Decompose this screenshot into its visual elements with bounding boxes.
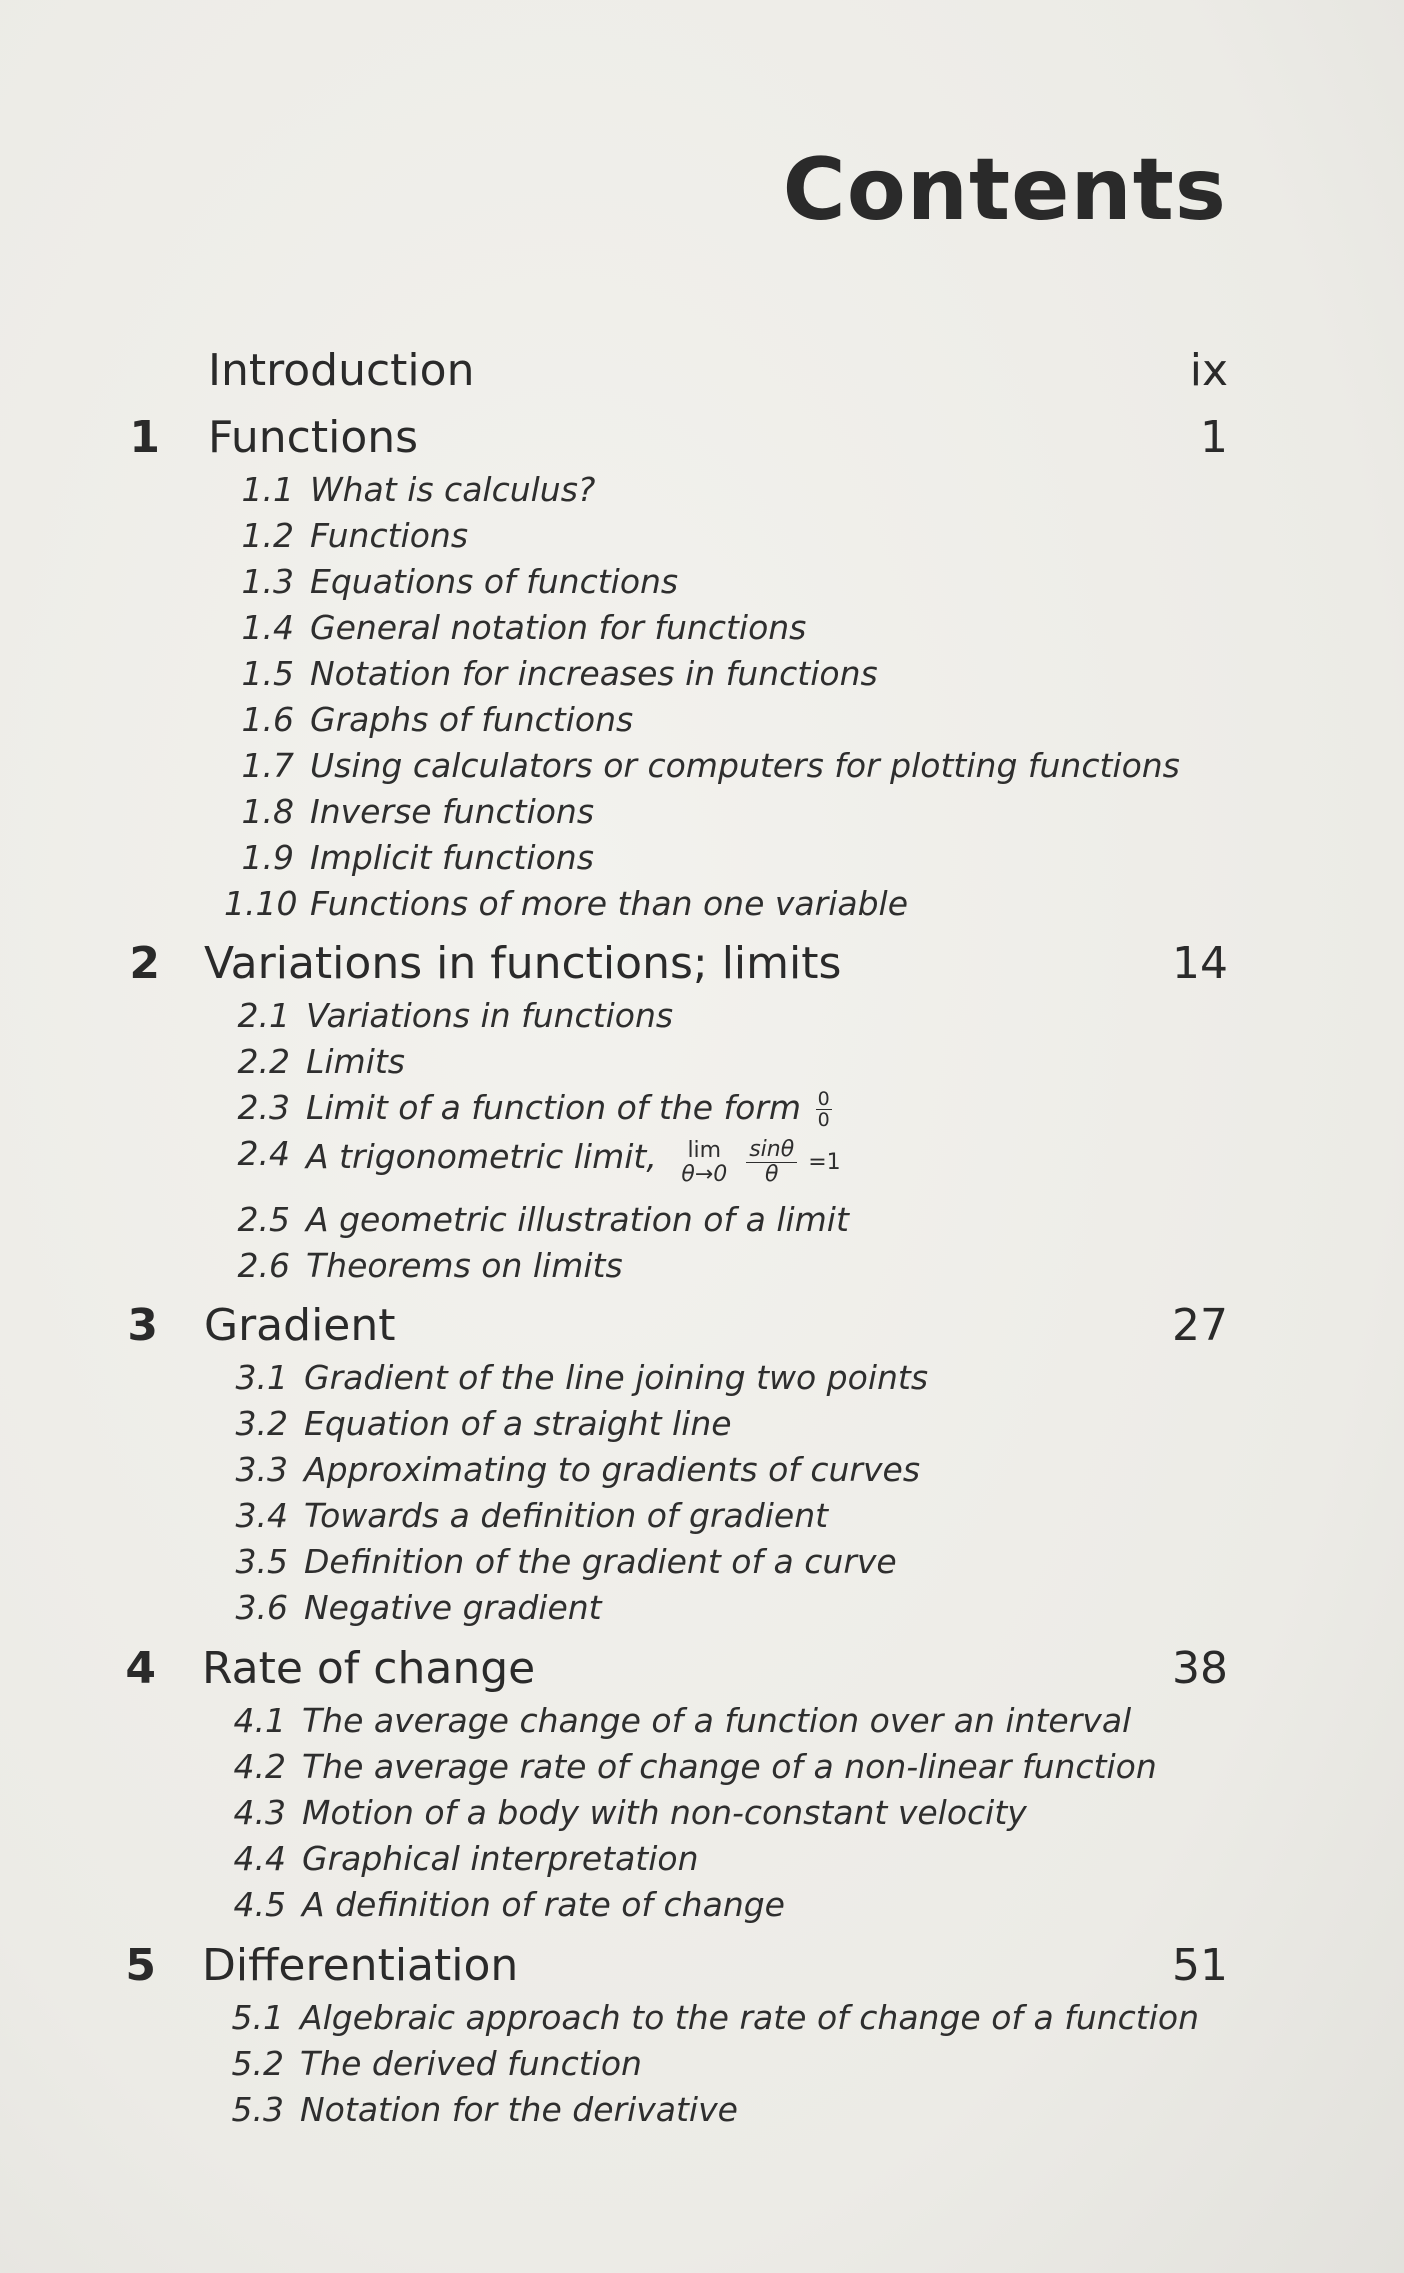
section-title: Notation for increases in functions (310, 654, 878, 693)
section-number: 4.2 (233, 1747, 286, 1786)
toc-section[interactable] (0, 1747, 1404, 1791)
section-number: 4.3 (233, 1793, 286, 1832)
toc-section[interactable] (0, 1358, 1404, 1402)
toc-section[interactable] (0, 1450, 1404, 1494)
section-title: A definition of rate of change (302, 1885, 785, 1924)
toc-section[interactable] (0, 746, 1404, 790)
section-number: 1.7 (241, 746, 294, 785)
toc-section[interactable] (0, 996, 1404, 1040)
section-title: Approximating to gradients of curves (304, 1450, 921, 1489)
fraction-numerator: 0 (817, 1088, 830, 1110)
limit-result: =1 (808, 1149, 841, 1175)
section-number: 1.2 (241, 516, 294, 555)
chapter-number: 5 (125, 1940, 156, 1991)
toc-section[interactable] (0, 884, 1404, 928)
toc-section[interactable] (0, 1885, 1404, 1929)
section-number: 1.3 (241, 562, 294, 601)
toc-section[interactable] (0, 838, 1404, 882)
section-number: 3.2 (235, 1404, 288, 1443)
section-title: Gradient of the line joining two points (304, 1358, 929, 1397)
section-title: Functions of more than one variable (310, 884, 909, 923)
section-number: 3.3 (235, 1450, 288, 1489)
section-number: 3.4 (235, 1496, 288, 1535)
limit-fraction (746, 1138, 797, 1187)
toc-section[interactable] (0, 1839, 1404, 1883)
toc-section[interactable] (0, 1134, 1404, 1187)
chapter-page: 14 (1172, 938, 1228, 989)
chapter-title: Functions (208, 412, 419, 463)
toc-chapter[interactable] (0, 1643, 1404, 1693)
toc-section[interactable] (0, 1088, 1404, 1132)
toc-chapter[interactable] (0, 1940, 1404, 1990)
toc-section[interactable] (0, 1496, 1404, 1540)
section-title: Equations of functions (310, 562, 679, 601)
section-number: 4.1 (233, 1701, 286, 1740)
chapter-page: 51 (1172, 1940, 1228, 1991)
chapter-page: 1 (1200, 412, 1228, 463)
chapter-number: 2 (129, 938, 160, 989)
section-title: Motion of a body with non-constant velocity (302, 1793, 1027, 1832)
toc-chapter[interactable] (0, 938, 1404, 988)
section-number: 4.4 (233, 1839, 286, 1878)
section-number: 2.1 (237, 996, 290, 1035)
toc-section[interactable] (0, 562, 1404, 606)
section-number: 2.2 (237, 1042, 290, 1081)
fraction-denominator: 0 (817, 1109, 830, 1131)
section-title: Functions (310, 516, 469, 555)
limit-label: lim (687, 1137, 722, 1163)
section-title: Inverse functions (310, 792, 595, 831)
toc-section[interactable] (0, 792, 1404, 836)
limit-expression (681, 1138, 840, 1187)
toc-section[interactable] (0, 2090, 1404, 2134)
section-title: A geometric illustration of a limit (306, 1200, 849, 1239)
section-number: 1.6 (241, 700, 294, 739)
limit-operator (681, 1139, 727, 1187)
section-title: Graphs of functions (310, 700, 634, 739)
toc-section[interactable] (0, 1701, 1404, 1745)
page-title: Contents (782, 140, 1227, 240)
toc-section[interactable] (0, 654, 1404, 698)
section-number: 2.4 (237, 1134, 290, 1173)
chapter-title: Variations in functions; limits (204, 938, 842, 989)
section-title: General notation for functions (310, 608, 807, 647)
toc-section[interactable] (0, 1588, 1404, 1632)
section-title: Theorems on limits (306, 1246, 623, 1285)
section-title: Limits (306, 1042, 405, 1081)
section-title: Towards a definition of gradient (304, 1496, 829, 1535)
section-title: Graphical interpretation (302, 1839, 699, 1878)
toc-section[interactable] (0, 700, 1404, 744)
section-title: Negative gradient (304, 1588, 602, 1627)
section-number: 5.2 (231, 2044, 284, 2083)
limit-numerator: sinθ (746, 1138, 797, 1163)
section-number: 1.8 (241, 792, 294, 831)
section-title: What is calculus? (310, 470, 596, 509)
introduction-page: ix (1189, 345, 1228, 396)
limit-denominator: θ (764, 1162, 779, 1187)
section-number: 2.3 (237, 1088, 290, 1127)
toc-section[interactable] (0, 1793, 1404, 1837)
section-number: 3.1 (235, 1358, 288, 1397)
toc-section[interactable] (0, 1200, 1404, 1244)
section-number: 3.6 (235, 1588, 288, 1627)
chapter-page: 27 (1172, 1300, 1228, 1351)
section-number: 2.5 (237, 1200, 290, 1239)
chapter-title: Gradient (204, 1300, 396, 1351)
section-title: Equation of a straight line (304, 1404, 732, 1443)
section-number: 4.5 (233, 1885, 286, 1924)
section-number: 3.5 (235, 1542, 288, 1581)
section-title: Definition of the gradient of a curve (304, 1542, 897, 1581)
toc-section[interactable] (0, 1998, 1404, 2042)
chapter-number: 1 (129, 412, 160, 463)
toc-chapter[interactable] (0, 1300, 1404, 1350)
chapter-title: Differentiation (202, 1940, 519, 1991)
chapter-number: 3 (127, 1300, 158, 1351)
toc-section[interactable] (0, 1246, 1404, 1290)
section-number: 5.1 (231, 1998, 284, 2037)
section-title-with-limit (306, 1134, 841, 1187)
section-number: 5.3 (231, 2090, 284, 2129)
section-title: Variations in functions (306, 996, 674, 1035)
section-title: Algebraic approach to the rate of change of a function (300, 1998, 1200, 2037)
toc-section[interactable] (0, 2044, 1404, 2088)
introduction-label: Introduction (208, 345, 475, 396)
section-title: Using calculators or computers for plotting functions (310, 746, 1180, 785)
section-title: Notation for the derivative (300, 2090, 738, 2129)
limit-subscript: θ→0 (681, 1161, 728, 1187)
section-title: Implicit functions (310, 838, 594, 877)
fraction-zero-over-zero (816, 1089, 832, 1130)
section-title: The derived function (300, 2044, 642, 2083)
chapter-title: Rate of change (202, 1643, 536, 1694)
toc-section[interactable] (0, 1404, 1404, 1448)
toc-introduction[interactable] (0, 345, 1404, 395)
section-number: 1.4 (241, 608, 294, 647)
section-number: 1.5 (241, 654, 294, 693)
toc-chapter[interactable] (0, 412, 1404, 462)
section-title: A trigonometric limit, (306, 1137, 657, 1176)
section-title: Limit of a function of the form (306, 1088, 802, 1127)
toc-section[interactable] (0, 516, 1404, 560)
toc-section[interactable] (0, 1042, 1404, 1086)
toc-section[interactable] (0, 1542, 1404, 1586)
section-title: The average rate of change of a non-linear function (302, 1747, 1157, 1786)
toc-section[interactable] (0, 470, 1404, 514)
section-number: 1.1 (241, 470, 294, 509)
section-title-with-fraction (306, 1088, 832, 1130)
section-title: The average change of a function over an interval (302, 1701, 1132, 1740)
chapter-page: 38 (1172, 1643, 1228, 1694)
section-number: 1.9 (241, 838, 294, 877)
chapter-number: 4 (125, 1643, 156, 1694)
toc-section[interactable] (0, 608, 1404, 652)
section-number: 1.10 (224, 884, 298, 923)
section-number: 2.6 (237, 1246, 290, 1285)
